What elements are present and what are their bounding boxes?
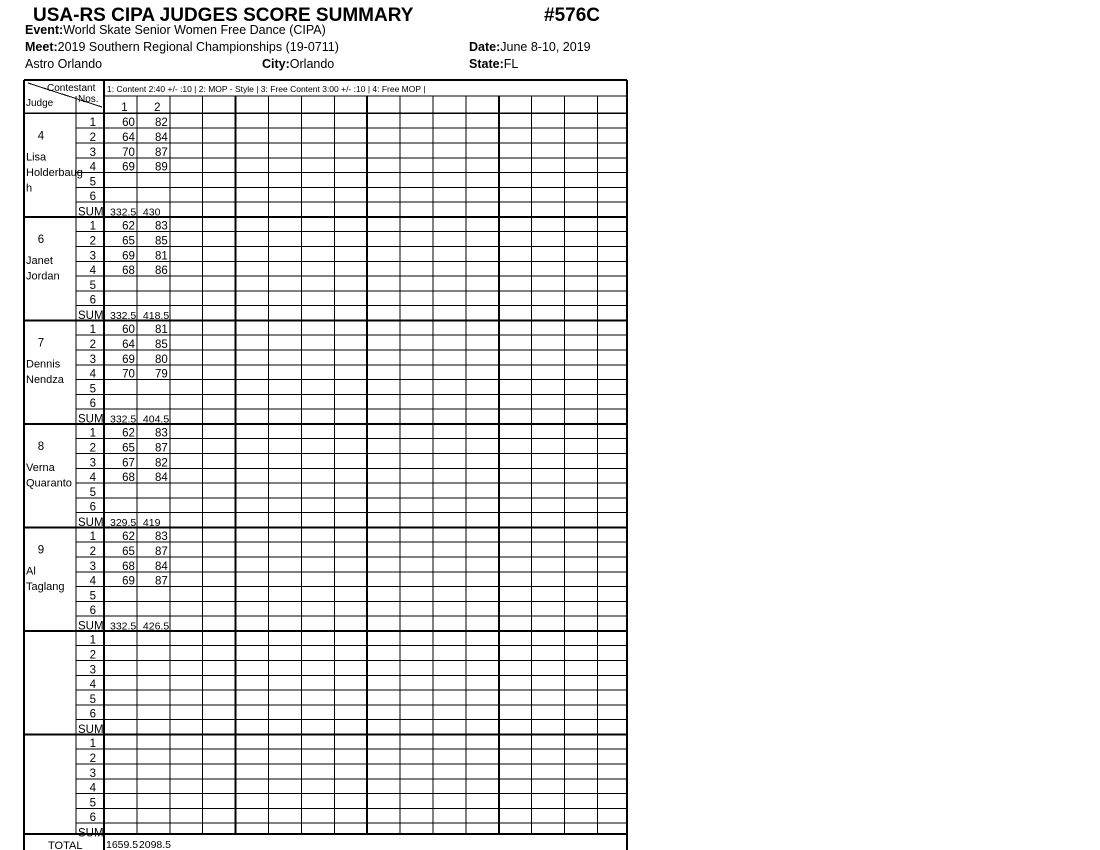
score-value: 60 <box>122 117 135 130</box>
row-number: 4 <box>89 575 96 588</box>
row-number: 1 <box>89 427 96 440</box>
sum-label: SUM <box>78 516 104 529</box>
rink-name: Astro Orlando <box>25 57 103 71</box>
row-number: 2 <box>89 545 96 558</box>
row-number: 3 <box>89 457 96 470</box>
score-value: 68 <box>122 472 135 485</box>
score-value: 87 <box>155 146 168 159</box>
row-number: 3 <box>89 767 96 780</box>
row-number: 1 <box>89 220 96 233</box>
row-number: 6 <box>89 501 96 514</box>
sum-value: 332.5 <box>110 413 137 426</box>
row-number: 1 <box>89 324 96 337</box>
judge-name: Dennis <box>26 358 61 371</box>
judge-name: Nendza <box>26 373 64 386</box>
score-value: 69 <box>122 575 135 588</box>
sum-label: SUM <box>78 413 104 426</box>
row-number: 5 <box>89 176 96 189</box>
row-number: 3 <box>89 146 96 159</box>
contestant-number: 2 <box>154 102 161 114</box>
score-value: 65 <box>122 442 135 455</box>
score-value: 83 <box>155 531 168 544</box>
score-value: 84 <box>155 472 168 485</box>
score-value: 81 <box>155 250 168 263</box>
row-number: 4 <box>89 782 96 795</box>
score-value: 86 <box>155 265 168 278</box>
row-number: 3 <box>89 560 96 573</box>
total-value: 1659.5 <box>106 839 139 850</box>
score-value: 81 <box>155 324 168 337</box>
row-number: 5 <box>89 693 96 706</box>
row-number: 2 <box>89 752 96 765</box>
judge-number: 7 <box>37 337 45 350</box>
state-label: State: <box>469 57 504 71</box>
judge-name: Al <box>26 565 36 578</box>
judge-number: 8 <box>37 440 45 453</box>
event-label: Event: <box>25 23 64 37</box>
sum-value: 332.5 <box>110 206 137 219</box>
row-number: 1 <box>89 531 96 544</box>
judge-name: Taglang <box>26 580 65 593</box>
row-number: 6 <box>89 294 96 307</box>
row-number: 6 <box>89 398 96 411</box>
row-number: 5 <box>89 486 96 499</box>
sum-label: SUM <box>78 206 104 219</box>
event-value: World Skate Senior Women Free Dance (CIPA) <box>63 23 326 37</box>
score-value: 69 <box>122 161 135 174</box>
row-number: 5 <box>89 279 96 292</box>
sum-value: 332.5 <box>110 309 137 322</box>
row-number: 2 <box>89 338 96 351</box>
sum-label: SUM <box>78 620 104 633</box>
row-number: 1 <box>89 634 96 647</box>
judge-name: Quaranto <box>26 477 72 490</box>
row-number: 5 <box>89 590 96 603</box>
score-value: 70 <box>122 146 135 159</box>
sum-value: 419 <box>142 516 161 529</box>
meet-label: Meet: <box>25 40 58 54</box>
judge-name: Holderbaug <box>26 166 83 179</box>
score-value: 60 <box>122 324 135 337</box>
judge-name: Janet <box>26 254 53 267</box>
row-number: 3 <box>89 250 96 263</box>
score-value: 65 <box>122 235 135 248</box>
score-value: 69 <box>122 353 135 366</box>
row-number: 2 <box>89 649 96 662</box>
sum-value: 430 <box>142 206 161 219</box>
date-value: June 8-10, 2019 <box>500 40 591 54</box>
score-value: 65 <box>122 545 135 558</box>
judge-number: 9 <box>37 544 45 557</box>
row-number: 6 <box>89 191 96 204</box>
row-number: 2 <box>89 235 96 248</box>
sum-value: 332.5 <box>110 620 137 633</box>
score-value: 80 <box>155 353 168 366</box>
report-title: USA-RS CIPA JUDGES SCORE SUMMARY <box>33 5 414 26</box>
row-number: 4 <box>89 368 96 381</box>
score-value: 68 <box>122 560 135 573</box>
score-value: 89 <box>155 161 168 174</box>
score-value: 62 <box>122 531 135 544</box>
state-value: FL <box>503 57 519 71</box>
judge-name: h <box>26 182 33 195</box>
row-number: 6 <box>89 605 96 618</box>
city-label: City: <box>262 57 290 71</box>
judge-name: Verna <box>26 461 55 474</box>
row-number: 6 <box>89 812 96 825</box>
sum-label: SUM <box>78 827 104 840</box>
score-value: 87 <box>155 545 168 558</box>
score-value: 62 <box>122 427 135 440</box>
city-value: Orlando <box>289 57 335 71</box>
corner-judge-label: Judge <box>26 98 54 109</box>
row-number: 4 <box>89 472 96 485</box>
row-number: 2 <box>89 442 96 455</box>
score-value: 82 <box>155 457 168 470</box>
score-value: 83 <box>155 220 168 233</box>
score-value: 87 <box>155 575 168 588</box>
meet-value: 2019 Southern Regional Championships (19-0711) <box>57 40 339 54</box>
row-number: 1 <box>89 738 96 751</box>
judge-name: Jordan <box>26 270 60 283</box>
score-value: 83 <box>155 427 168 440</box>
sum-value: 329.5 <box>110 516 137 529</box>
row-number: 4 <box>89 679 96 692</box>
score-value: 84 <box>155 131 168 144</box>
sum-label: SUM <box>78 723 104 736</box>
row-number: 6 <box>89 708 96 721</box>
score-value: 85 <box>155 338 168 351</box>
sum-value: 418.5 <box>142 309 170 322</box>
score-value: 82 <box>155 117 168 130</box>
total-label: TOTAL <box>48 840 83 850</box>
judge-name: Lisa <box>26 151 47 164</box>
section-legend: 1: Content 2:40 +/- :10 | 2: MOP - Style | 3: Free Content 3:00 +/- :10 | 4: Free MOP | <box>107 84 426 94</box>
corner-nos-label: Nos. <box>78 94 99 105</box>
judge-number: 4 <box>37 130 45 143</box>
report-number: #576C <box>544 5 600 26</box>
score-value: 69 <box>122 250 135 263</box>
judge-number: 6 <box>37 233 45 246</box>
score-value: 84 <box>155 560 168 573</box>
row-number: 1 <box>89 117 96 130</box>
row-number: 3 <box>89 664 96 677</box>
sum-label: SUM <box>78 309 104 322</box>
sum-value: 426.5 <box>142 620 170 633</box>
score-value: 68 <box>122 265 135 278</box>
score-value: 64 <box>122 131 135 144</box>
score-value: 87 <box>155 442 168 455</box>
score-value: 64 <box>122 338 135 351</box>
sum-value: 404.5 <box>142 413 170 426</box>
score-value: 67 <box>122 457 135 470</box>
row-number: 2 <box>89 131 96 144</box>
score-value: 62 <box>122 220 135 233</box>
total-value: 2098.5 <box>138 839 172 850</box>
date-label: Date: <box>469 40 501 54</box>
row-number: 4 <box>89 161 96 174</box>
row-number: 4 <box>89 265 96 278</box>
score-value: 79 <box>155 368 168 381</box>
row-number: 5 <box>89 797 96 810</box>
contestant-number: 1 <box>121 102 128 114</box>
score-value: 70 <box>122 368 135 381</box>
row-number: 3 <box>89 353 96 366</box>
row-number: 5 <box>89 383 96 396</box>
score-value: 85 <box>155 235 168 248</box>
corner-contestant-label: Contestant <box>47 83 96 94</box>
